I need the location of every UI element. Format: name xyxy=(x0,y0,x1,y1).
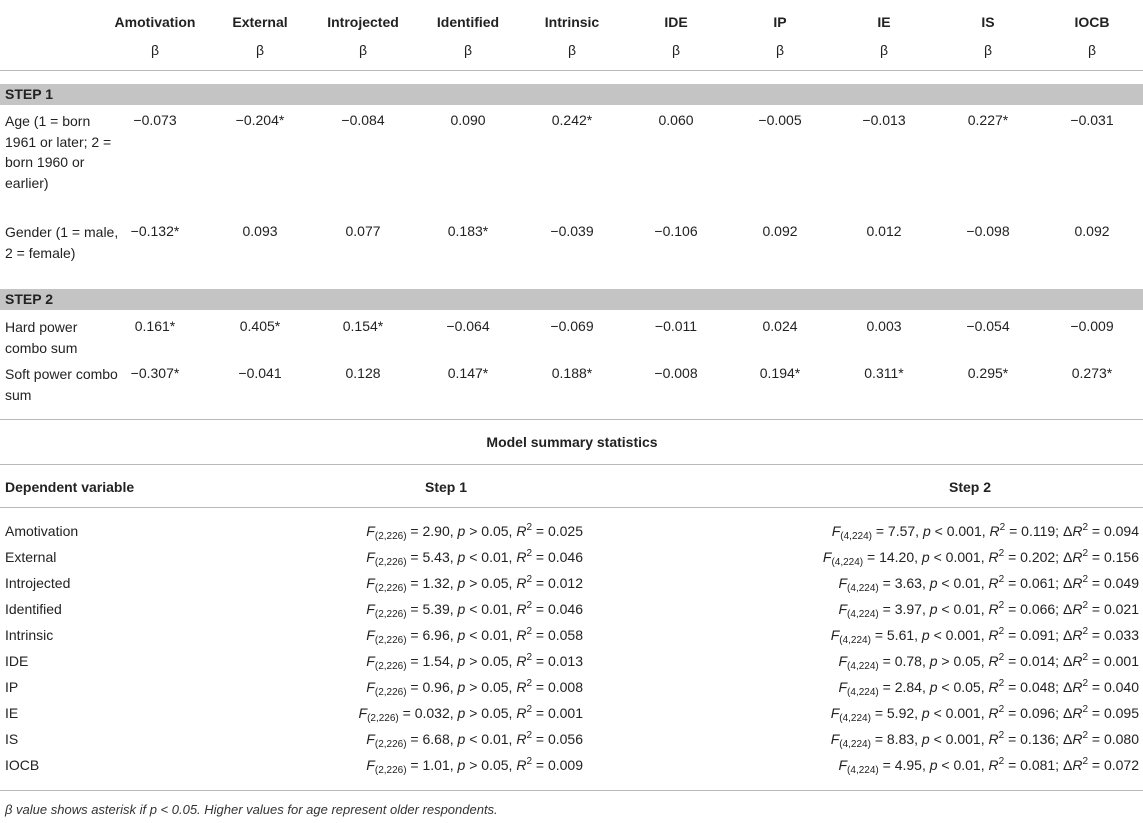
summary-dv-label: Amotivation xyxy=(5,523,79,539)
summary-step1-stat: $F_{(2,226)} = 0.96$, p > 0.05, $R^2 = 0.008$ xyxy=(366,678,583,698)
summary-col-step1: Step 1 xyxy=(424,479,468,495)
summary-dv-label: IDE xyxy=(5,653,29,669)
p-symbol: p xyxy=(929,575,938,591)
r-exp: 2 xyxy=(998,730,1005,741)
col-header-is: IS xyxy=(981,14,995,30)
f-symbol: F xyxy=(830,627,840,643)
summary-step2-stat: $F_{(4,224)} = 4.95$, p < 0.01, $R^2 = 0.081$; $\Delta R^2 = 0.072$ xyxy=(838,756,1139,776)
r-symbol: R xyxy=(1072,757,1083,773)
cell-gender-is: −0.098 xyxy=(966,223,1010,239)
f-df: (2,226) xyxy=(374,531,407,542)
r-exp: 2 xyxy=(526,626,532,637)
summary-col-step2: Step 2 xyxy=(948,479,992,495)
f-symbol: F xyxy=(366,679,375,695)
r-exp: 2 xyxy=(998,548,1005,559)
summary-step1-stat: $F_{(2,226)} = 0.032$, p > 0.05, $R^2 = 0.001$ xyxy=(358,704,583,724)
r-symbol: R xyxy=(516,731,527,747)
row-label-age: Age (1 = born 1961 or later; 2 = born 1960 or earlier) xyxy=(5,113,112,191)
summary-step1-stat: $F_{(2,226)} = 5.43$, p < 0.01, $R^2 = 0.046$ xyxy=(366,548,583,568)
col-sub-identified: β xyxy=(463,42,473,58)
r-symbol: R xyxy=(1072,679,1083,695)
cell-soft-is: 0.295* xyxy=(967,365,1009,381)
col-header-ide: IDE xyxy=(664,14,688,30)
cell-hard-external: 0.405* xyxy=(239,318,281,334)
col-sub-ide: β xyxy=(671,42,681,58)
f-symbol: F xyxy=(366,627,375,643)
f-df: (4,224) xyxy=(847,609,879,620)
summary-dv-label: Intrinsic xyxy=(5,627,54,643)
col-sub-iocb: β xyxy=(1087,42,1097,58)
col-sub-ie: β xyxy=(879,42,889,58)
col-header-intrinsic: Intrinsic xyxy=(544,14,600,30)
r-exp: 2 xyxy=(526,548,532,559)
p-symbol: p xyxy=(921,549,930,565)
cell-gender-introjected: 0.077 xyxy=(345,223,381,239)
f-df: (4,224) xyxy=(839,713,871,724)
p-symbol: p xyxy=(921,731,930,747)
r-exp: 2 xyxy=(1082,574,1088,585)
step2-band xyxy=(0,289,1143,310)
r-symbol: R xyxy=(1072,653,1083,669)
r-symbol: R xyxy=(988,679,999,695)
f-df: (2,226) xyxy=(374,765,407,776)
r-exp: 2 xyxy=(998,600,1005,611)
r-exp: 2 xyxy=(998,574,1005,585)
r-symbol: R xyxy=(1072,549,1083,565)
summary-step2-stat: $F_{(4,224)} = 5.61$, p < 0.001, $R^2 = 0.091$; $\Delta R^2 = 0.033$ xyxy=(830,626,1139,646)
r-symbol: R xyxy=(989,523,1000,539)
r-symbol: R xyxy=(988,627,999,643)
r-symbol: R xyxy=(988,575,999,591)
r-exp: 2 xyxy=(1082,652,1088,663)
f-symbol: F xyxy=(366,757,375,773)
f-df: (4,224) xyxy=(839,739,871,750)
r-exp: 2 xyxy=(1082,678,1088,689)
p-symbol: p xyxy=(921,627,930,643)
summary-step2-stat: $F_{(4,224)} = 3.63$, p < 0.01, $R^2 = 0.061$; $\Delta R^2 = 0.049$ xyxy=(838,574,1139,594)
cell-gender-ie: 0.012 xyxy=(866,223,902,239)
row-label-gender: Gender (1 = male, 2 = female) xyxy=(5,224,119,261)
cell-age-iocb: −0.031 xyxy=(1070,112,1114,128)
cell-soft-intrinsic: 0.188* xyxy=(551,365,593,381)
cell-soft-identified: 0.147* xyxy=(447,365,489,381)
cell-age-is: 0.227* xyxy=(967,112,1009,128)
f-symbol: F xyxy=(366,653,375,669)
p-symbol: p xyxy=(921,705,930,721)
cell-soft-external: −0.041 xyxy=(238,365,282,381)
p-symbol: p xyxy=(922,523,931,539)
f-symbol: F xyxy=(831,523,841,539)
r-exp: 2 xyxy=(526,522,532,533)
cell-gender-iocb: 0.092 xyxy=(1074,223,1110,239)
p-symbol: p xyxy=(457,679,466,695)
cell-gender-intrinsic: −0.039 xyxy=(550,223,594,239)
summary-dv-label: Identified xyxy=(5,601,62,617)
summary-dv-label: IS xyxy=(5,731,19,747)
f-symbol: F xyxy=(838,757,848,773)
summary-dv-label: IE xyxy=(5,705,19,721)
cell-gender-ide: −0.106 xyxy=(654,223,698,239)
r-symbol: R xyxy=(1072,627,1083,643)
r-exp: 2 xyxy=(526,730,532,741)
summary-step2-stat: $F_{(4,224)} = 3.97$, p < 0.01, $R^2 = 0.066$; $\Delta R^2 = 0.021$ xyxy=(838,600,1139,620)
summary-dv-label: IP xyxy=(5,679,19,695)
cell-hard-iocb: −0.009 xyxy=(1070,318,1114,334)
r-symbol: R xyxy=(516,549,527,565)
r-symbol: R xyxy=(516,653,527,669)
p-symbol: p xyxy=(929,653,938,669)
cell-soft-ide: −0.008 xyxy=(654,365,698,381)
f-df: (2,226) xyxy=(374,687,407,698)
cell-soft-iocb: 0.273* xyxy=(1071,365,1113,381)
f-df: (2,226) xyxy=(374,661,407,672)
cell-gender-external: 0.093 xyxy=(242,223,278,239)
cell-hard-ip: 0.024 xyxy=(762,318,798,334)
cell-age-amotivation: −0.073 xyxy=(133,112,177,128)
cell-age-ie: −0.013 xyxy=(862,112,906,128)
col-sub-intrinsic: β xyxy=(567,42,577,58)
r-exp: 2 xyxy=(1082,522,1088,533)
summary-header-rule xyxy=(0,507,1143,508)
r-symbol: R xyxy=(988,705,999,721)
cell-age-introjected: −0.084 xyxy=(341,112,385,128)
f-symbol: F xyxy=(366,575,375,591)
r-symbol: R xyxy=(516,575,527,591)
cell-age-external: −0.204* xyxy=(235,112,285,128)
cell-hard-introjected: 0.154* xyxy=(342,318,384,334)
summary-step1-stat: $F_{(2,226)} = 1.01$, p > 0.05, $R^2 = 0.009$ xyxy=(366,756,583,776)
f-symbol: F xyxy=(830,731,840,747)
f-df: (2,226) xyxy=(374,583,407,594)
col-header-iocb: IOCB xyxy=(1074,14,1110,30)
col-header-identified: Identified xyxy=(436,14,500,30)
summary-col-dv: Dependent variable xyxy=(5,479,135,495)
r-symbol: R xyxy=(988,731,999,747)
p-symbol: p xyxy=(929,757,938,773)
r-symbol: R xyxy=(516,757,527,773)
p-symbol: p xyxy=(457,523,466,539)
r-exp: 2 xyxy=(998,756,1005,767)
f-symbol: F xyxy=(838,653,848,669)
cell-soft-ie: 0.311* xyxy=(864,365,904,381)
footnote: β value shows asterisk if p < 0.05. Higher values for age represent older respondents. xyxy=(5,802,498,817)
cell-soft-introjected: 0.128 xyxy=(345,365,381,381)
summary-step1-stat: $F_{(2,226)} = 1.54$, p > 0.05, $R^2 = 0.013$ xyxy=(366,652,583,672)
col-sub-amotivation: β xyxy=(150,42,160,58)
p-symbol: p xyxy=(929,601,938,617)
summary-step1-stat: $F_{(2,226)} = 6.96$, p < 0.01, $R^2 = 0.058$ xyxy=(366,626,583,646)
f-symbol: F xyxy=(366,601,375,617)
r-exp: 2 xyxy=(526,574,532,585)
f-symbol: F xyxy=(366,549,375,565)
p-symbol: p xyxy=(457,731,466,747)
p-symbol: p xyxy=(457,549,466,565)
cell-age-intrinsic: 0.242* xyxy=(551,112,593,128)
f-df: (2,226) xyxy=(374,609,407,620)
r-exp: 2 xyxy=(1082,756,1088,767)
p-symbol: p xyxy=(457,575,466,591)
r-symbol: R xyxy=(516,705,527,721)
f-df: (4,224) xyxy=(831,557,864,568)
cell-hard-is: −0.054 xyxy=(966,318,1010,334)
f-symbol: F xyxy=(366,731,375,747)
summary-step1-stat: $F_{(2,226)} = 6.68$, p < 0.01, $R^2 = 0.056$ xyxy=(366,730,583,750)
r-exp: 2 xyxy=(526,704,532,715)
cell-hard-amotivation: 0.161* xyxy=(134,318,176,334)
cell-hard-intrinsic: −0.069 xyxy=(550,318,594,334)
r-symbol: R xyxy=(1072,575,1083,591)
r-exp: 2 xyxy=(526,652,532,663)
p-symbol: p xyxy=(457,653,466,669)
col-header-amotivation: Amotivation xyxy=(114,14,196,30)
f-df: (2,226) xyxy=(374,635,407,646)
f-symbol: F xyxy=(830,705,840,721)
summary-dv-label: IOCB xyxy=(5,757,40,773)
f-df: (4,224) xyxy=(847,583,879,594)
col-header-introjected: Introjected xyxy=(327,14,399,30)
cell-hard-ide: −0.011 xyxy=(654,318,698,334)
row-label-hard-power: Hard power combo sum xyxy=(5,319,78,356)
summary-step1-stat: $F_{(2,226)} = 2.90$, p > 0.05, $R^2 = 0.025$ xyxy=(366,522,583,542)
p-symbol: p xyxy=(929,679,938,695)
r-symbol: R xyxy=(1072,705,1083,721)
r-symbol: R xyxy=(988,549,999,565)
cell-soft-ip: 0.194* xyxy=(759,365,801,381)
step1-label: STEP 1 xyxy=(5,86,53,102)
row-label-soft-power: Soft power combo sum xyxy=(5,366,118,403)
r-symbol: R xyxy=(1072,601,1083,617)
cell-age-ip: −0.005 xyxy=(758,112,802,128)
p-symbol: p xyxy=(457,627,466,643)
r-symbol: R xyxy=(516,679,527,695)
f-df: (4,224) xyxy=(840,531,872,542)
cell-hard-identified: −0.064 xyxy=(446,318,490,334)
r-exp: 2 xyxy=(526,756,532,767)
r-exp: 2 xyxy=(526,678,532,689)
summary-step1-stat: $F_{(2,226)} = 1.32$, p > 0.05, $R^2 = 0.012$ xyxy=(366,574,583,594)
coefficients-end-rule xyxy=(0,419,1143,420)
r-symbol: R xyxy=(988,601,999,617)
cell-hard-ie: 0.003 xyxy=(866,318,902,334)
header-rule xyxy=(0,70,1143,71)
r-exp: 2 xyxy=(1082,600,1088,611)
cell-age-ide: 0.060 xyxy=(658,112,694,128)
summary-step2-stat: $F_{(4,224)} = 5.92$, p < 0.001, $R^2 = 0.096$; $\Delta R^2 = 0.095$ xyxy=(830,704,1139,724)
r-symbol: R xyxy=(516,523,527,539)
table-bottom-rule xyxy=(0,790,1143,791)
r-exp: 2 xyxy=(998,652,1005,663)
r-exp: 2 xyxy=(1082,730,1088,741)
f-symbol: F xyxy=(366,523,375,539)
cell-age-identified: 0.090 xyxy=(450,112,486,128)
f-df: (4,224) xyxy=(847,687,879,698)
r-symbol: R xyxy=(516,627,527,643)
r-symbol: R xyxy=(1072,523,1083,539)
summary-title: Model summary statistics xyxy=(486,434,658,450)
r-exp: 2 xyxy=(999,522,1006,533)
summary-step2-stat: $F_{(4,224)} = 8.83$, p < 0.001, $R^2 = 0.136$; $\Delta R^2 = 0.080$ xyxy=(830,730,1139,750)
r-symbol: R xyxy=(1072,731,1083,747)
p-symbol: p xyxy=(457,757,466,773)
step2-label: STEP 2 xyxy=(5,291,53,307)
cell-gender-identified: 0.183* xyxy=(447,223,489,239)
f-symbol: F xyxy=(838,575,848,591)
summary-step2-stat: $F_{(4,224)} = 2.84$, p < 0.05, $R^2 = 0.048$; $\Delta R^2 = 0.040$ xyxy=(838,678,1139,698)
r-exp: 2 xyxy=(1082,704,1088,715)
col-sub-external: β xyxy=(255,42,265,58)
col-header-ip: IP xyxy=(773,14,787,30)
f-symbol: F xyxy=(358,705,368,721)
r-exp: 2 xyxy=(526,600,532,611)
r-symbol: R xyxy=(988,653,999,669)
p-symbol: p xyxy=(457,705,466,721)
col-sub-introjected: β xyxy=(358,42,368,58)
summary-dv-label: Introjected xyxy=(5,575,71,591)
summary-title-rule xyxy=(0,464,1143,465)
f-df: (2,226) xyxy=(374,739,407,750)
f-df: (2,226) xyxy=(367,713,399,724)
r-exp: 2 xyxy=(1082,548,1088,559)
col-header-external: External xyxy=(232,14,288,30)
step1-band xyxy=(0,84,1143,105)
p-symbol: p xyxy=(457,601,466,617)
cell-gender-amotivation: −0.132* xyxy=(130,223,180,239)
summary-dv-label: External xyxy=(5,549,57,565)
r-exp: 2 xyxy=(998,704,1005,715)
cell-gender-ip: 0.092 xyxy=(762,223,798,239)
col-sub-is: β xyxy=(983,42,993,58)
f-df: (2,226) xyxy=(374,557,407,568)
col-header-ie: IE xyxy=(877,14,891,30)
summary-step2-stat: $F_{(4,224)} = 14.20$, p < 0.001, $R^2 = 0.202$; $\Delta R^2 = 0.156$ xyxy=(822,548,1139,568)
r-symbol: R xyxy=(516,601,527,617)
r-exp: 2 xyxy=(998,678,1005,689)
r-exp: 2 xyxy=(1082,626,1088,637)
f-df: (4,224) xyxy=(847,765,879,776)
f-symbol: F xyxy=(822,549,832,565)
r-exp: 2 xyxy=(998,626,1005,637)
r-symbol: R xyxy=(988,757,999,773)
f-symbol: F xyxy=(838,679,848,695)
f-df: (4,224) xyxy=(847,661,879,672)
cell-soft-amotivation: −0.307* xyxy=(130,365,180,381)
f-df: (4,224) xyxy=(839,635,871,646)
f-symbol: F xyxy=(838,601,848,617)
summary-step2-stat: $F_{(4,224)} = 0.78$, p > 0.05, $R^2 = 0.014$; $\Delta R^2 = 0.001$ xyxy=(838,652,1139,672)
summary-step2-stat: $F_{(4,224)} = 7.57$, p < 0.001, $R^2 = 0.119$; $\Delta R^2 = 0.094$ xyxy=(831,522,1139,542)
col-sub-ip: β xyxy=(775,42,785,58)
summary-step1-stat: $F_{(2,226)} = 5.39$, p < 0.01, $R^2 = 0.046$ xyxy=(366,600,583,620)
